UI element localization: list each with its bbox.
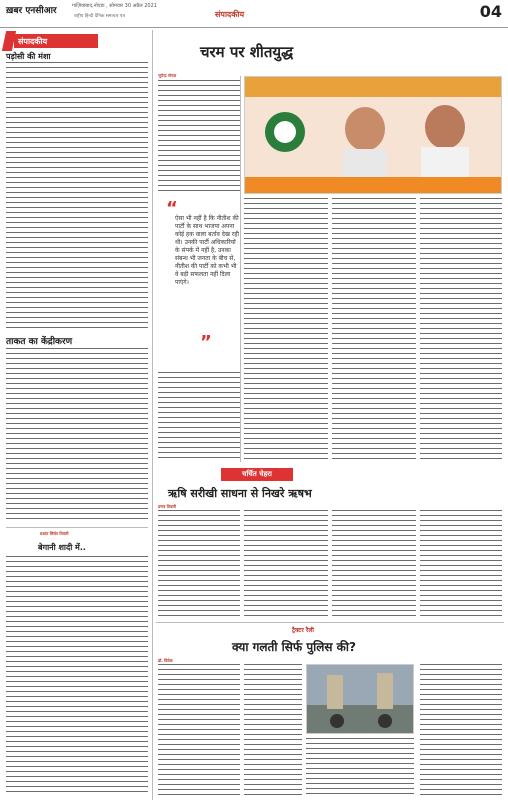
left-headline-3: बेगानी शादी में..: [38, 543, 86, 552]
bottom-body-col3: [306, 738, 414, 796]
main-col-divider: [240, 76, 241, 462]
main-headline: चरम पर शीतयुद्ध: [200, 43, 294, 61]
brand-name: ख़बर एनसीआर: [6, 6, 57, 16]
section-title: संपादकीय: [215, 10, 245, 19]
bottom-kicker: ट्रैक्टर रैली: [292, 627, 314, 634]
main-byline: भूपेन्द्र गोयल: [158, 73, 177, 78]
left-article-2-body: [6, 348, 148, 523]
bottom-byline: डॉ. विवेक: [158, 658, 173, 663]
masthead: [0, 0, 508, 28]
politicians-photo: [244, 76, 502, 194]
left-article-3-body: [6, 556, 148, 796]
left-headline-1: पड़ोसी की मंशा: [6, 52, 51, 61]
tractor-rally-photo: [306, 664, 414, 734]
divider: [156, 622, 504, 623]
main-body-col4: [420, 198, 502, 462]
middle-body-col3: [332, 510, 416, 618]
middle-body-col4: [420, 510, 502, 618]
main-body-col2: [244, 198, 328, 462]
left-article-1-body: [6, 62, 148, 328]
middle-byline: प्रणव तिवारी: [158, 504, 177, 509]
edition-subtitle: गाज़ियाबाद,नोएडा , सोमवार 30 अप्रैल 2021: [72, 3, 157, 9]
left-headline-2: ताकत का केंद्रीकरण: [6, 337, 73, 347]
edition-tagline: राष्ट्रीय हिन्दी दैनिक समाचार पत्र: [74, 14, 125, 19]
photo-illustration: [245, 77, 502, 194]
middle-headline: ऋषि सरीखी साधना से निखरे ऋषभ: [168, 487, 312, 500]
tractor-illustration: [307, 665, 414, 734]
bottom-body-col1: [158, 664, 240, 796]
main-body-col1-bottom: [158, 372, 240, 462]
bottom-headline: क्या गलती सिर्फ पुलिस की?: [232, 640, 356, 654]
main-body-col1-top: [158, 80, 240, 194]
middle-body-col1: [158, 510, 240, 618]
quote-close-icon: ”: [200, 332, 212, 353]
editorial-label: संपादकीय: [14, 34, 98, 48]
divider: [6, 527, 148, 528]
section-banner: चर्चित चेहरा: [221, 468, 293, 481]
pull-quote: ऐसा भी नहीं है कि नीतीश की पार्टी के साथ भाजपा अपना कोई हक वाला बर्ताव देख रही थी। उनकी पार्टी अधिकारियों के संपर्क में नहीं है, उनका संबन्ध भी जनता के बीच से, नीतीश की पार्टी को कभी भी वे बड़ी सफलता नहीं दिला पाएंगे।: [175, 215, 239, 286]
bottom-body-col2: [244, 664, 302, 796]
bottom-body-col4: [420, 664, 502, 796]
left-byline: प्रशांत सिर्वत तिवारी: [40, 531, 69, 536]
middle-body-col2: [244, 510, 328, 618]
column-divider: [152, 30, 153, 800]
main-body-col3: [332, 198, 416, 462]
quote-mark-icon: “: [166, 198, 178, 219]
page-number: 04: [479, 2, 502, 21]
